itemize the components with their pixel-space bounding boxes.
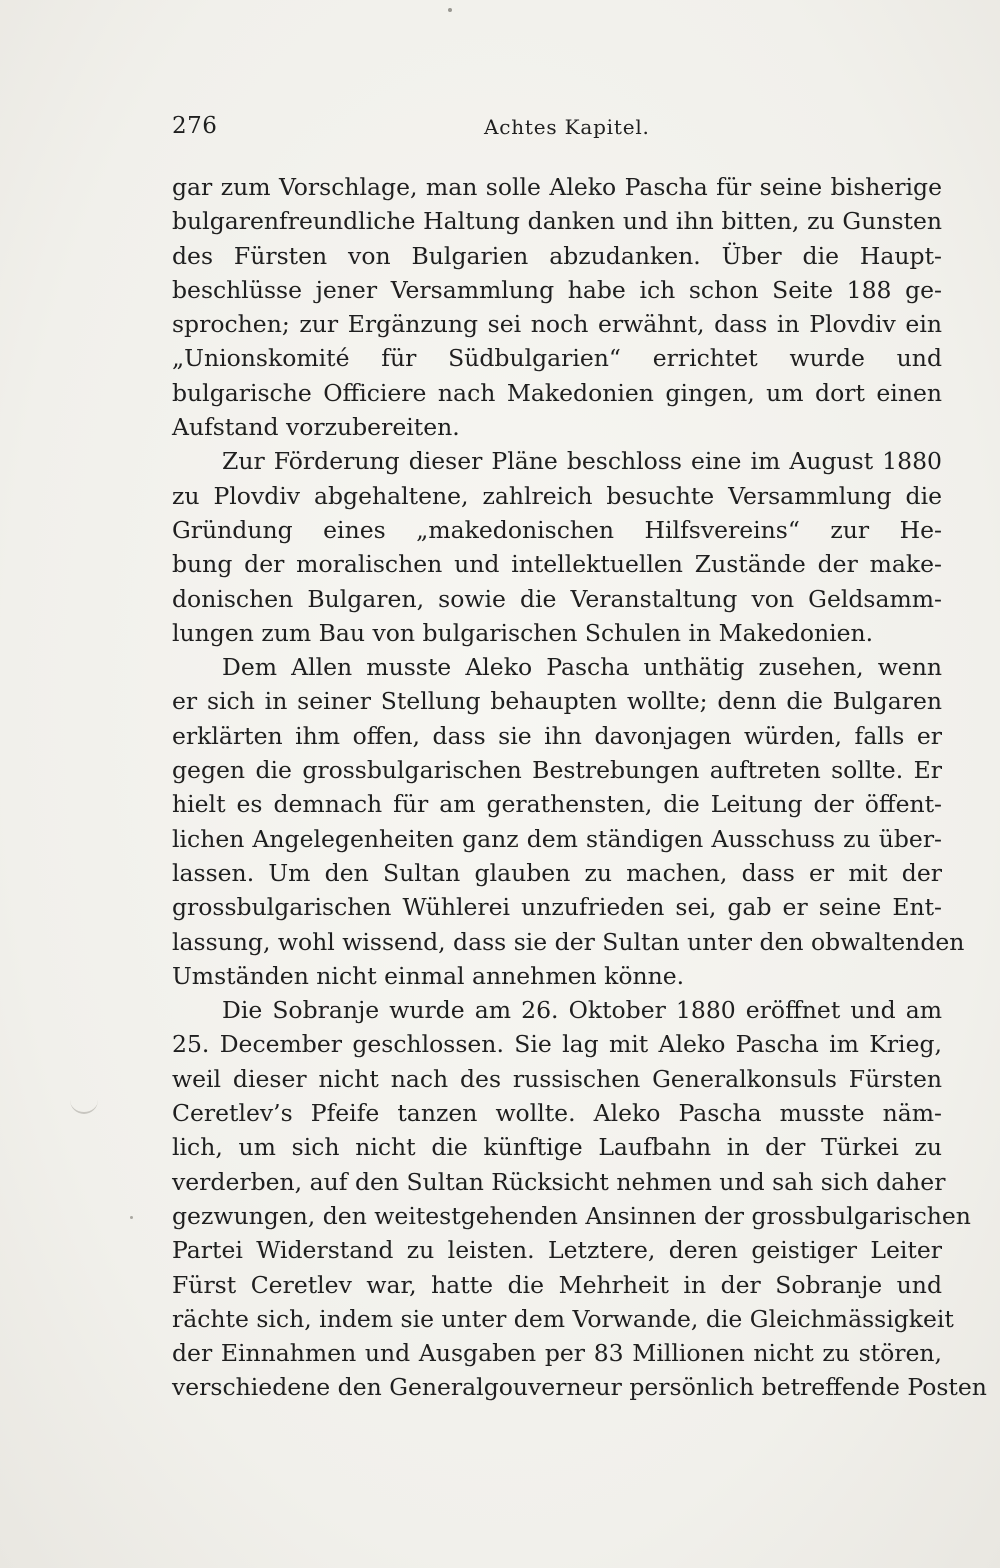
text-line: Ceretlev’s Pfeife tanzen wollte. Aleko Pascha musste näm- <box>172 1099 942 1128</box>
text-line: gar zum Vorschlage, man solle Aleko Pascha für seine bisherige <box>172 173 942 201</box>
body-text <box>172 170 987 1405</box>
text-line: er sich in seiner Stellung behaupten wollte; denn die Bulgaren <box>172 687 942 716</box>
text-line: weil dieser nicht nach des russischen Generalkonsuls Fürsten <box>172 1064 942 1093</box>
text-line: sprochen; zur Ergänzung sei noch erwähnt, dass in Plovdiv ein <box>172 310 942 339</box>
text-line: erklärten ihm offen, dass sie ihn davonjagen würden, falls er <box>172 721 942 750</box>
paragraph <box>172 993 987 1405</box>
text-line: 25. December geschlossen. Sie lag mit Aleko Pascha im Krieg, <box>172 1030 942 1059</box>
page-header <box>172 113 942 149</box>
text-line: bulgarische Officiere nach Makedonien gingen, um dort einen <box>172 378 942 407</box>
text-line: Partei Widerstand zu leisten. Letztere, deren geistiger Leiter <box>172 1236 942 1265</box>
running-head: Achtes Kapitel. <box>484 115 650 139</box>
text-line: grossbulgarischen Wühlerei unzufrieden sei, gab er seine Ent- <box>172 893 942 922</box>
text-line: lassen. Um den Sultan glauben zu machen, dass er mit der <box>172 858 942 887</box>
text-line: Dem Allen musste Aleko Pascha unthätig zusehen, wenn <box>222 653 942 682</box>
text-line: gezwungen, den weitestgehenden Ansinnen der grossbulgarischen <box>172 1201 971 1230</box>
text-line: Aufstand vorzubereiten. <box>172 413 460 442</box>
text-line: Fürst Ceretlev war, hatte die Mehrheit in der Sobranje und <box>172 1270 942 1299</box>
text-line: lassung, wohl wissend, dass sie der Sultan unter den obwaltenden <box>172 927 965 956</box>
text-line: Umständen nicht einmal annehmen könne. <box>172 961 685 990</box>
text-line: Gründung eines „makedonischen Hilfsvereins“ zur He- <box>172 515 942 544</box>
text-line: rächte sich, indem sie unter dem Vorwande, die Gleichmässigkeit <box>172 1304 954 1333</box>
text-line: lungen zum Bau von bulgarischen Schulen in Makedonien. <box>172 618 874 647</box>
page-number: 276 <box>172 113 218 139</box>
text-line: lichen Angelegenheiten ganz dem ständigen Ausschuss zu über- <box>172 824 942 853</box>
text-line: beschlüsse jener Versammlung habe ich schon Seite 188 ge- <box>172 275 942 304</box>
paragraph <box>172 650 965 993</box>
text-line: verderben, auf den Sultan Rücksicht nehmen und sah sich daher <box>172 1167 946 1196</box>
text-line: Die Sobranje wurde am 26. Oktober 1880 eröffnet und am <box>222 996 942 1025</box>
text-line: donischen Bulgaren, sowie die Veranstaltung von Geldsamm- <box>172 584 942 613</box>
text-line: zu Plovdiv abgehaltene, zahlreich besuchte Versammlung die <box>172 481 942 510</box>
scan-speck <box>448 8 452 12</box>
text-line: gegen die grossbulgarischen Bestrebungen auftreten sollte. Er <box>172 756 942 785</box>
text-line: „Unionskomité für Südbulgarien“ errichtet wurde und <box>172 344 942 373</box>
text-line: lich, um sich nicht die künftige Laufbahn in der Türkei zu <box>172 1133 942 1162</box>
scan-mark <box>70 1090 98 1114</box>
text-line: Zur Förderung dieser Pläne beschloss eine im August 1880 <box>222 447 942 476</box>
paragraph <box>172 444 942 650</box>
text-line: verschiedene den Generalgouverneur persönlich betreffende Posten <box>172 1373 987 1402</box>
text-line: bung der moralischen und intellektuellen Zustände der make- <box>172 550 942 579</box>
text-line: der Einnahmen und Ausgaben per 83 Millionen nicht zu stören, <box>172 1339 942 1368</box>
text-line: bulgarenfreundliche Haltung danken und ihn bitten, zu Gunsten <box>172 207 942 236</box>
paragraph <box>172 170 942 444</box>
scan-speck <box>130 1216 133 1219</box>
text-line: des Fürsten von Bulgarien abzudanken. Über die Haupt- <box>172 241 942 270</box>
text-line: hielt es demnach für am gerathensten, die Leitung der öffent- <box>172 790 942 819</box>
